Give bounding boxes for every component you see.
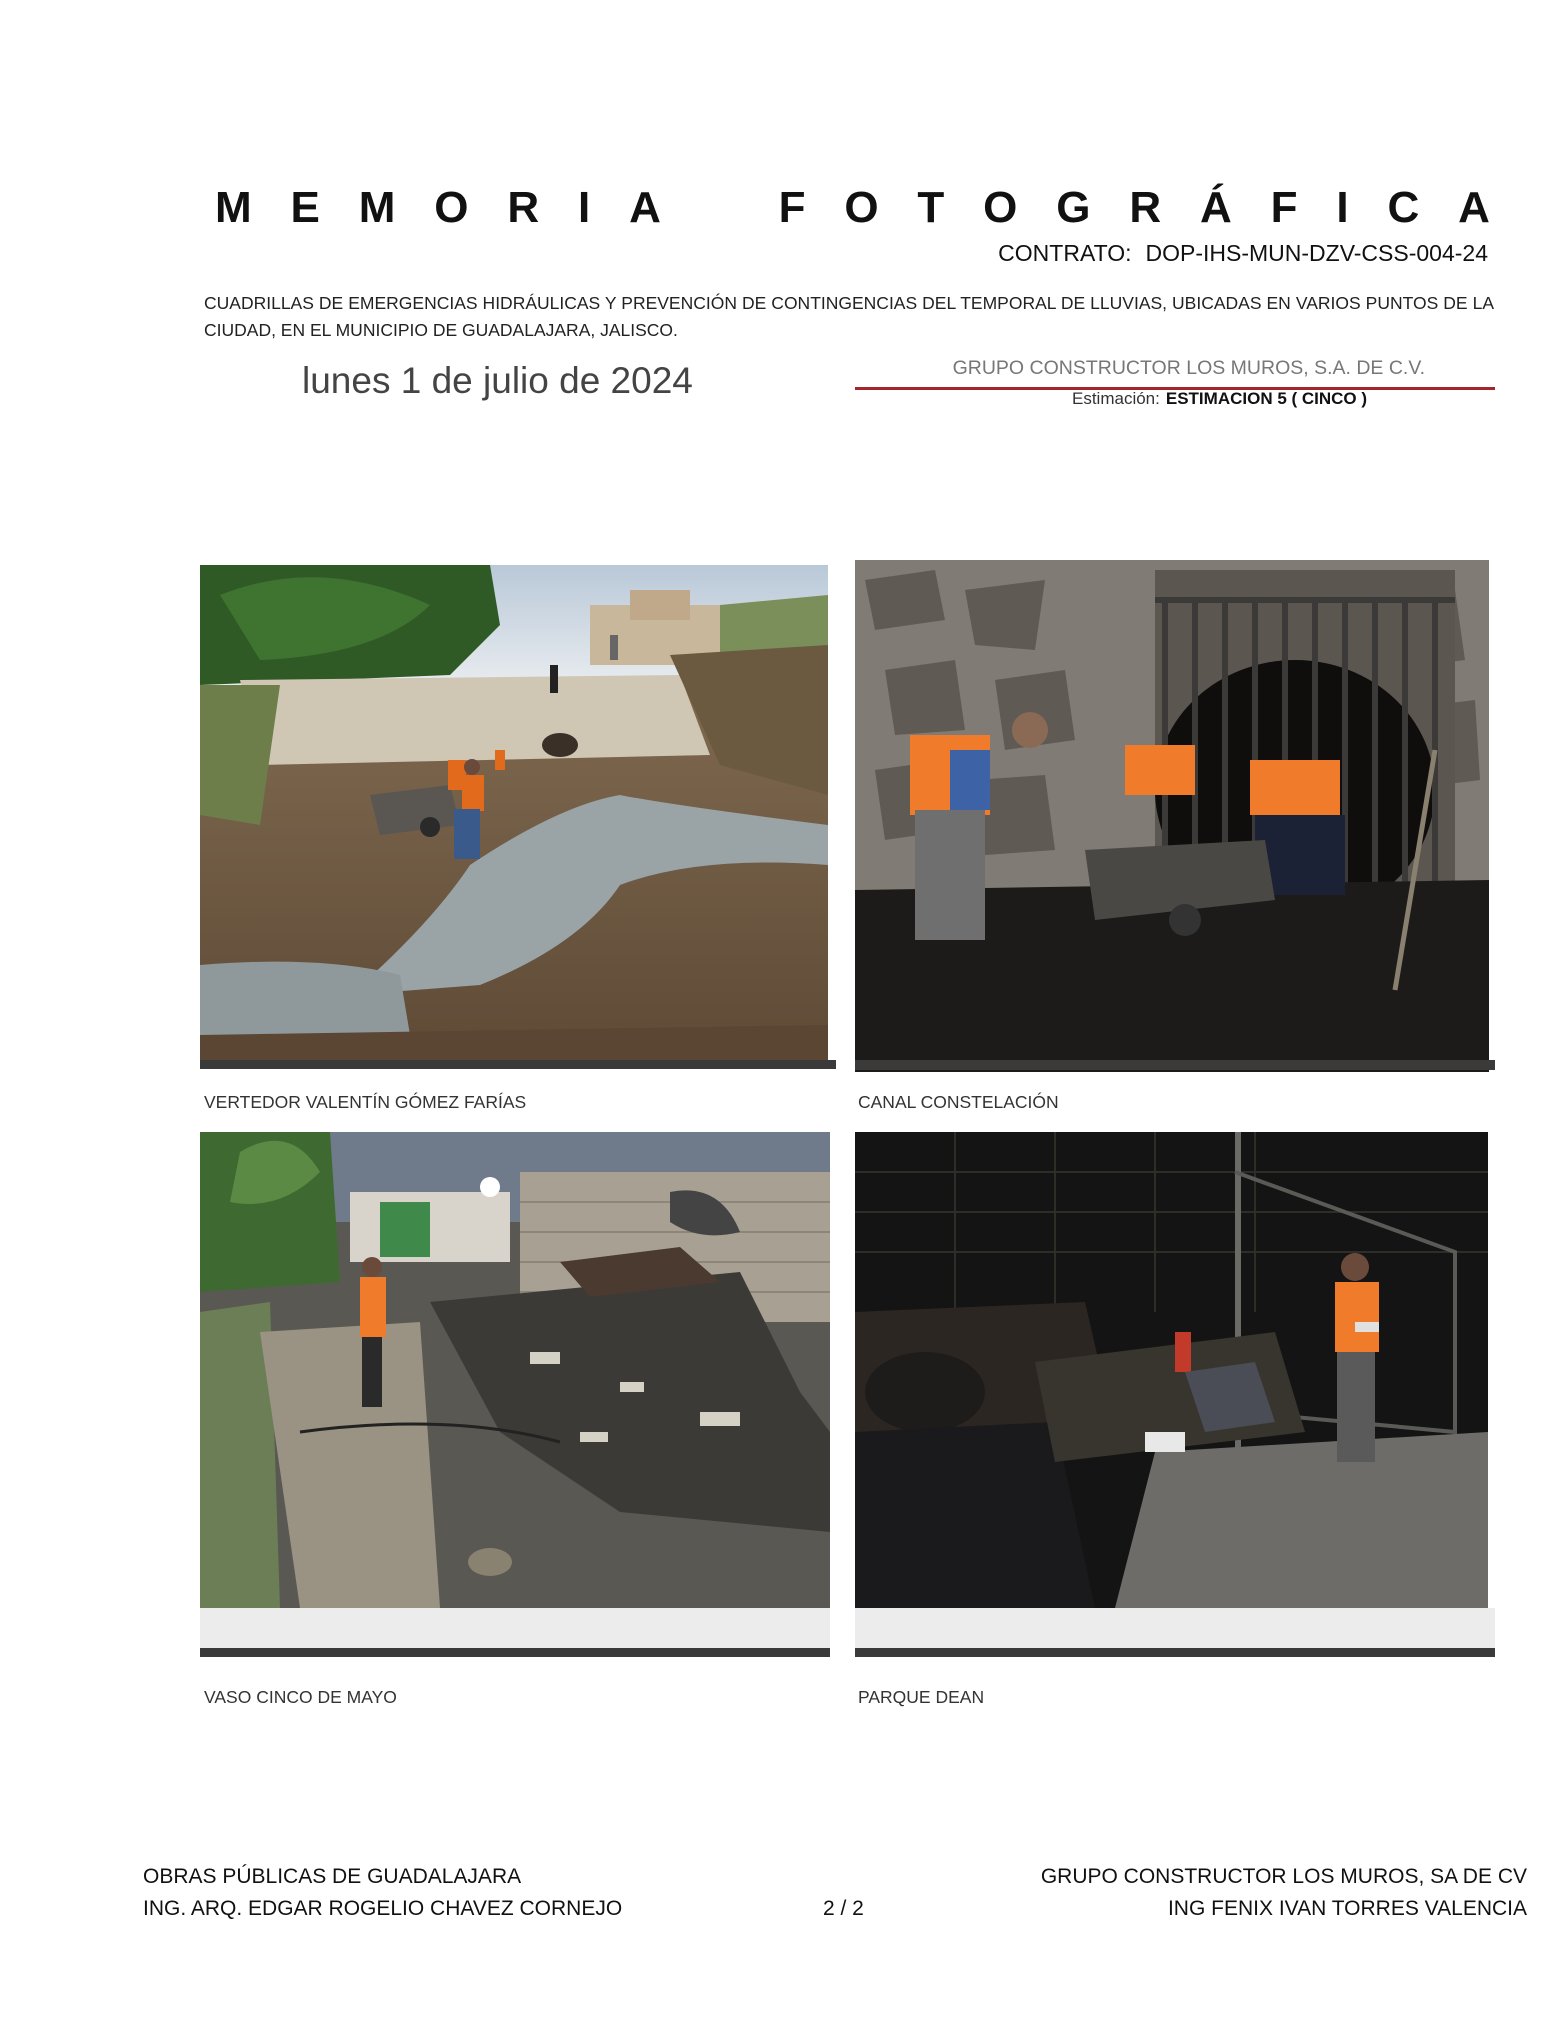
footer-right-line2: ING FENIX IVAN TORRES VALENCIA (1167, 1897, 1527, 1920)
footer-left-line2: ING. ARQ. EDGAR ROGELIO CHAVEZ CORNEJO (143, 1897, 623, 1920)
title-letter: M (358, 183, 396, 232)
title-letter: O (983, 183, 1018, 232)
photo-vaso-bar (200, 1648, 830, 1657)
estimation-label: Estimación: (1072, 389, 1160, 408)
report-date: lunes 1 de julio de 2024 (302, 360, 693, 401)
contract-number: DOP-IHS-MUN-DZV-CSS-004-24 (1145, 240, 1488, 266)
photo-caption: VERTEDOR VALENTÍN GÓMEZ FARÍAS (204, 1092, 527, 1112)
title-letter: A (1458, 183, 1490, 232)
photo-vaso (200, 1132, 830, 1608)
title-letter: F (1270, 183, 1298, 232)
photo-caption: VASO CINCO DE MAYO (204, 1687, 397, 1707)
title-letter: C (1387, 183, 1420, 232)
photo-canal-image (855, 560, 1489, 1072)
footer-left-line1: OBRAS PÚBLICAS DE GUADALAJARA (143, 1865, 522, 1888)
footer-right (1041, 1861, 1527, 1925)
photo-parque-image (855, 1132, 1488, 1608)
title-letter: O (434, 183, 469, 232)
photo-vaso-image (200, 1132, 830, 1608)
title-letter: T (917, 183, 945, 232)
photo-vertedor-image (200, 565, 828, 1060)
photo-vertedor (200, 565, 828, 1060)
title-letter: A (629, 183, 661, 232)
title-letter: I (577, 183, 591, 232)
title-letter: E (290, 183, 320, 232)
estimation-value: ESTIMACION 5 ( CINCO ) (1165, 389, 1368, 408)
contract-label: CONTRATO: (998, 240, 1132, 266)
title-letter: M (215, 183, 252, 232)
photo-parque (855, 1132, 1488, 1608)
project-description: CUADRILLAS DE EMERGENCIAS HIDRÁULICAS Y PREVENCIÓN DE CONTINGENCIAS DEL TEMPORAL DE LLUVIAS, UBICADAS EN VARIOS PUNTOS DE LA CIUDAD, EN EL MUNICIPIO DE GUADALAJARA, JALISCO. (204, 293, 1494, 340)
title-letter: I (1336, 183, 1349, 232)
title-letter: F (778, 183, 806, 232)
photo-canal-bar (855, 1060, 1495, 1070)
title-letter: R (507, 183, 540, 232)
estimation (1072, 389, 1367, 409)
photo-canal (855, 560, 1489, 1072)
title-letter: Á (1200, 183, 1232, 232)
title-letter: O (844, 183, 879, 232)
footer-right-line1: GRUPO CONSTRUCTOR LOS MUROS, SA DE CV (1040, 1865, 1527, 1888)
page-title (215, 178, 1490, 238)
company-name: GRUPO CONSTRUCTOR LOS MUROS, S.A. DE C.V. (952, 357, 1425, 379)
photo-vertedor-bar (200, 1060, 836, 1069)
contract-line (998, 240, 1488, 267)
footer-left (143, 1861, 622, 1925)
page-number: 2 / 2 (823, 1897, 864, 1920)
photo-caption: PARQUE DEAN (858, 1687, 985, 1707)
title-letter: G (1056, 183, 1091, 232)
company-rule (855, 357, 1495, 390)
photo-parque-strip (855, 1608, 1495, 1648)
photo-parque-bar (855, 1648, 1495, 1657)
photo-vaso-strip (200, 1608, 830, 1648)
photo-caption: CANAL CONSTELACIÓN (858, 1092, 1059, 1112)
title-letter: R (1129, 183, 1162, 232)
